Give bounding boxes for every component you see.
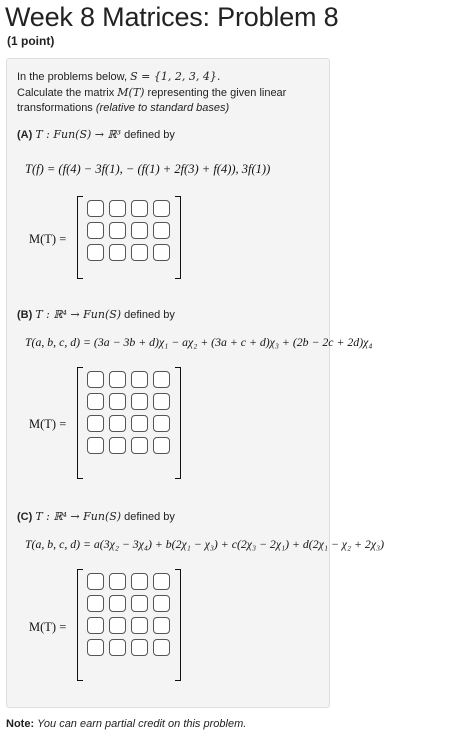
part-b-matrix [77, 367, 181, 479]
matrix-entry-input[interactable] [131, 595, 148, 612]
matrix-entry-input[interactable] [131, 244, 148, 261]
matrix-entry-input[interactable] [87, 415, 104, 432]
part-a-formula: T(f) = (f(4) − 3f(1), − (f(1) + 2f(3) + f(4)), 3f(1)) [25, 162, 271, 176]
matrix-entry-input[interactable] [153, 639, 170, 656]
part-c-matrix-grid [87, 573, 170, 656]
matrix-entry-input[interactable] [109, 371, 126, 388]
left-bracket [77, 196, 83, 279]
problem-panel [6, 58, 385, 708]
matrix-entry-input[interactable] [109, 222, 126, 239]
part-b-definition: (B) T : ℝ⁴ → Fun(S) defined by [17, 308, 175, 321]
matrix-entry-input[interactable] [131, 415, 148, 432]
matrix-entry-input[interactable] [153, 415, 170, 432]
matrix-entry-input[interactable] [153, 595, 170, 612]
matrix-entry-input[interactable] [131, 617, 148, 634]
partial-credit-note: Note: You can earn partial credit on this problem. [6, 718, 247, 730]
matrix-entry-input[interactable] [131, 200, 148, 217]
right-bracket [175, 367, 181, 479]
matrix-entry-input[interactable] [153, 437, 170, 454]
matrix-entry-input[interactable] [109, 393, 126, 410]
matrix-entry-input[interactable] [109, 573, 126, 590]
part-a-matrix [77, 196, 181, 279]
matrix-entry-input[interactable] [109, 437, 126, 454]
matrix-entry-input[interactable] [109, 415, 126, 432]
points-label: (1 point) [7, 34, 55, 48]
matrix-entry-input[interactable] [153, 222, 170, 239]
part-a-matrix-grid [87, 200, 170, 261]
matrix-entry-input[interactable] [153, 393, 170, 410]
matrix-entry-input[interactable] [87, 437, 104, 454]
part-c-formula: T(a, b, c, d) = a(3χ₂ − 3χ₄) + b(2χ₁ − χ₃) + c(2χ₃ − 2χ₁) + d(2χ₁ − χ₂ + 2χ₃) [25, 537, 385, 551]
matrix-entry-input[interactable] [87, 393, 104, 410]
matrix-entry-input[interactable] [87, 371, 104, 388]
matrix-entry-input[interactable] [87, 244, 104, 261]
left-bracket [77, 569, 83, 681]
part-c-matrix [77, 569, 181, 681]
page-title: Week 8 Matrices: Problem 8 [5, 2, 339, 32]
matrix-entry-input[interactable] [153, 371, 170, 388]
part-c-definition: (C) T : ℝ⁴ → Fun(S) defined by [17, 510, 175, 523]
matrix-entry-input[interactable] [87, 595, 104, 612]
matrix-entry-input[interactable] [153, 573, 170, 590]
matrix-entry-input[interactable] [109, 244, 126, 261]
matrix-entry-input[interactable] [87, 617, 104, 634]
matrix-entry-input[interactable] [131, 222, 148, 239]
part-a-definition: (A) T : Fun(S) → ℝ³ defined by [17, 128, 175, 141]
matrix-entry-input[interactable] [87, 573, 104, 590]
matrix-entry-input[interactable] [87, 639, 104, 656]
part-b-matrix-label: M(T) = [29, 417, 67, 431]
left-bracket [77, 367, 83, 479]
part-c-matrix-label: M(T) = [29, 620, 67, 634]
problem-intro: In the problems below, S = {1, 2, 3, 4}. Calculate the matrix M(T) representing the given linear transformations (relative to standard bases) [17, 70, 287, 114]
matrix-entry-input[interactable] [131, 573, 148, 590]
matrix-entry-input[interactable] [131, 437, 148, 454]
matrix-entry-input[interactable] [153, 200, 170, 217]
part-b-formula: T(a, b, c, d) = (3a − 3b + d)χ₁ − aχ₂ + (3a + c + d)χ₃ + (2b − 2c + 2d)χ₄ [25, 335, 373, 349]
matrix-entry-input[interactable] [87, 200, 104, 217]
right-bracket [175, 569, 181, 681]
matrix-entry-input[interactable] [153, 617, 170, 634]
matrix-entry-input[interactable] [109, 639, 126, 656]
part-b-matrix-grid [87, 371, 170, 454]
matrix-entry-input[interactable] [131, 393, 148, 410]
matrix-entry-input[interactable] [131, 639, 148, 656]
matrix-entry-input[interactable] [153, 244, 170, 261]
right-bracket [175, 196, 181, 279]
matrix-entry-input[interactable] [109, 617, 126, 634]
matrix-entry-input[interactable] [109, 595, 126, 612]
matrix-entry-input[interactable] [109, 200, 126, 217]
matrix-entry-input[interactable] [131, 371, 148, 388]
part-a-matrix-label: M(T) = [29, 232, 67, 246]
matrix-entry-input[interactable] [87, 222, 104, 239]
